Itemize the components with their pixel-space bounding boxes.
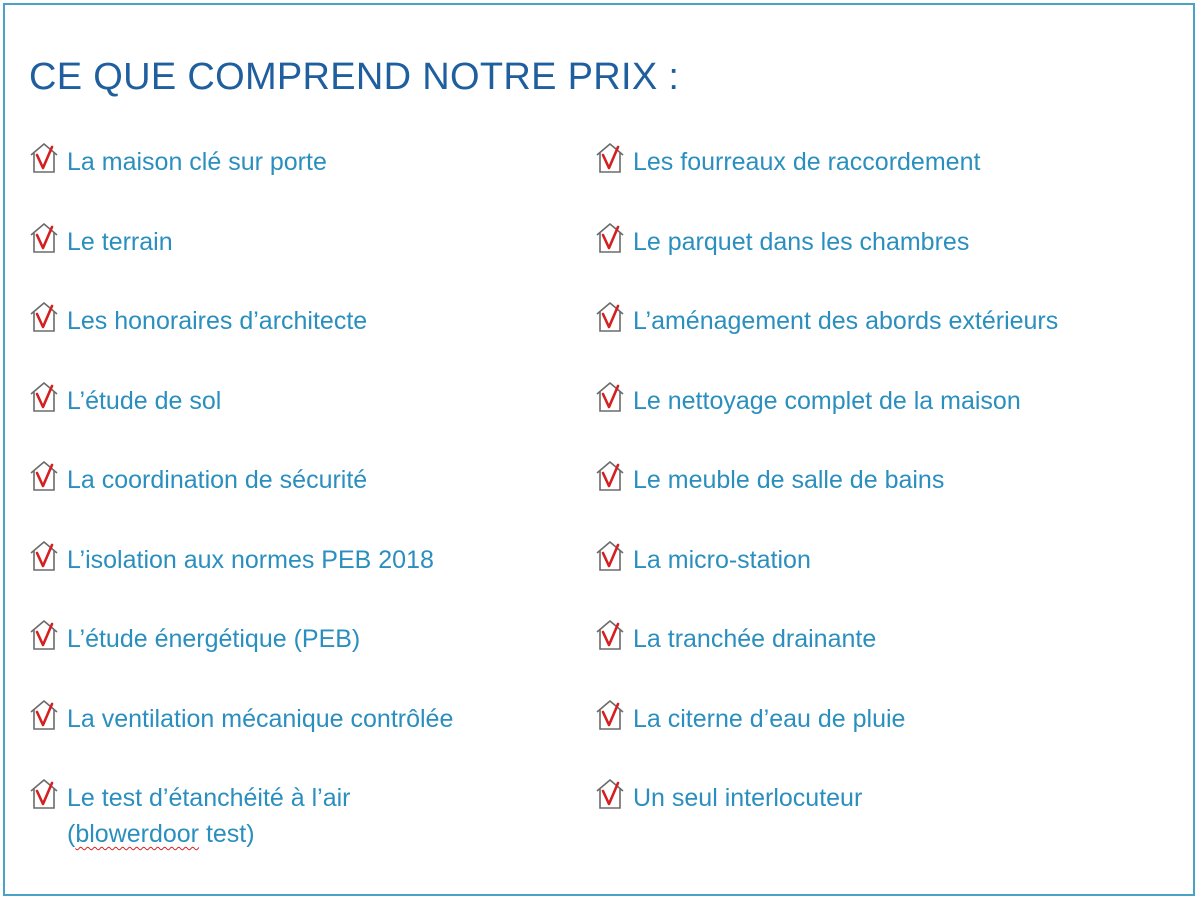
house-check-icon <box>595 301 625 333</box>
right-list-item-line: Un seul interlocuteur <box>633 784 863 812</box>
right-list-item-label <box>633 542 811 578</box>
right-list-item-label <box>633 224 969 260</box>
house-check-icon <box>29 778 59 810</box>
right-list-item <box>595 619 1185 699</box>
left-list-item-label <box>67 621 360 657</box>
house-check-icon <box>29 699 59 731</box>
right-list-item-line: La citerne d’eau de pluie <box>633 704 906 733</box>
right-list-item <box>595 222 1185 302</box>
left-list-item <box>29 301 569 381</box>
left-list-item-line: La maison clé sur porte <box>67 148 327 176</box>
house-check-icon <box>29 619 59 651</box>
page-title: CE QUE COMPREND NOTRE PRIX : <box>29 56 680 98</box>
left-list-item-label <box>67 780 351 852</box>
left-list-item-label <box>67 542 434 578</box>
house-check-icon <box>595 778 625 810</box>
right-list-item-line: La micro-station <box>633 545 811 574</box>
house-check-icon <box>595 619 625 651</box>
left-list-item-line: Le terrain <box>67 227 173 256</box>
left-list-item-line: Le test d’étanchéité à l’air <box>67 784 351 812</box>
included-list-left <box>29 142 569 858</box>
left-list-item <box>29 142 569 222</box>
slide-frame <box>3 3 1195 896</box>
left-list-item-label <box>67 144 327 180</box>
included-list-right <box>595 142 1185 858</box>
right-list-item-label <box>633 621 876 657</box>
right-list-item-label <box>633 701 905 737</box>
right-list-item-label <box>633 462 944 498</box>
right-list-item-line: Les fourreaux de raccordement <box>633 148 981 176</box>
left-list-item-line: L’étude de sol <box>67 386 222 415</box>
house-check-icon <box>595 460 625 492</box>
left-list-item <box>29 222 569 302</box>
right-list-item-line: Le nettoyage complet de la maison <box>633 386 1021 415</box>
left-list-item-line: Les honoraires d’architecte <box>67 307 368 335</box>
right-list-item-label <box>633 303 1058 339</box>
left-list-item-label <box>67 224 173 260</box>
house-check-icon <box>29 301 59 333</box>
left-list-item <box>29 540 569 620</box>
left-list-item <box>29 381 569 461</box>
house-check-icon <box>29 142 59 174</box>
left-list-item <box>29 778 569 858</box>
left-list-item-label <box>67 701 453 737</box>
right-list-item <box>595 301 1185 381</box>
right-list-item-label <box>633 383 1021 419</box>
right-list-item-line: Le parquet dans les chambres <box>633 227 970 256</box>
right-list-item <box>595 142 1185 222</box>
left-list-item-line: La ventilation mécanique contrôlée <box>67 704 454 733</box>
right-list-item-line: La tranchée drainante <box>633 625 877 653</box>
left-list-item-label <box>67 303 367 339</box>
left-list-item <box>29 699 569 779</box>
right-list-item <box>595 460 1185 540</box>
house-check-icon <box>595 699 625 731</box>
left-list-item-line: L’isolation aux normes PEB 2018 <box>67 545 434 574</box>
house-check-icon <box>29 540 59 572</box>
house-check-icon <box>29 222 59 254</box>
house-check-icon <box>29 460 59 492</box>
left-list-item-label <box>67 383 221 419</box>
right-list-item-label <box>633 780 862 816</box>
right-list-item <box>595 778 1185 858</box>
house-check-icon <box>595 540 625 572</box>
house-check-icon <box>29 381 59 413</box>
spellcheck-word: blowerdoor <box>75 820 200 848</box>
left-list-item-line: L’étude énergétique (PEB) <box>67 625 361 653</box>
right-list-item <box>595 381 1185 461</box>
right-list-item-label <box>633 144 980 180</box>
left-list-item <box>29 619 569 699</box>
house-check-icon <box>595 142 625 174</box>
left-list-item-label <box>67 462 367 498</box>
right-list-item <box>595 540 1185 620</box>
house-check-icon <box>595 381 625 413</box>
left-list-item-line: La coordination de sécurité <box>67 466 368 494</box>
left-list-item-line-2 <box>67 816 351 852</box>
house-check-icon <box>595 222 625 254</box>
paren-close: test) <box>199 820 255 848</box>
left-list-item <box>29 460 569 540</box>
right-list-item-line: Le meuble de salle de bains <box>633 466 945 494</box>
right-list-item <box>595 699 1185 779</box>
right-list-item-line: L’aménagement des abords extérieurs <box>633 307 1059 335</box>
paren-open: ( <box>67 820 76 848</box>
